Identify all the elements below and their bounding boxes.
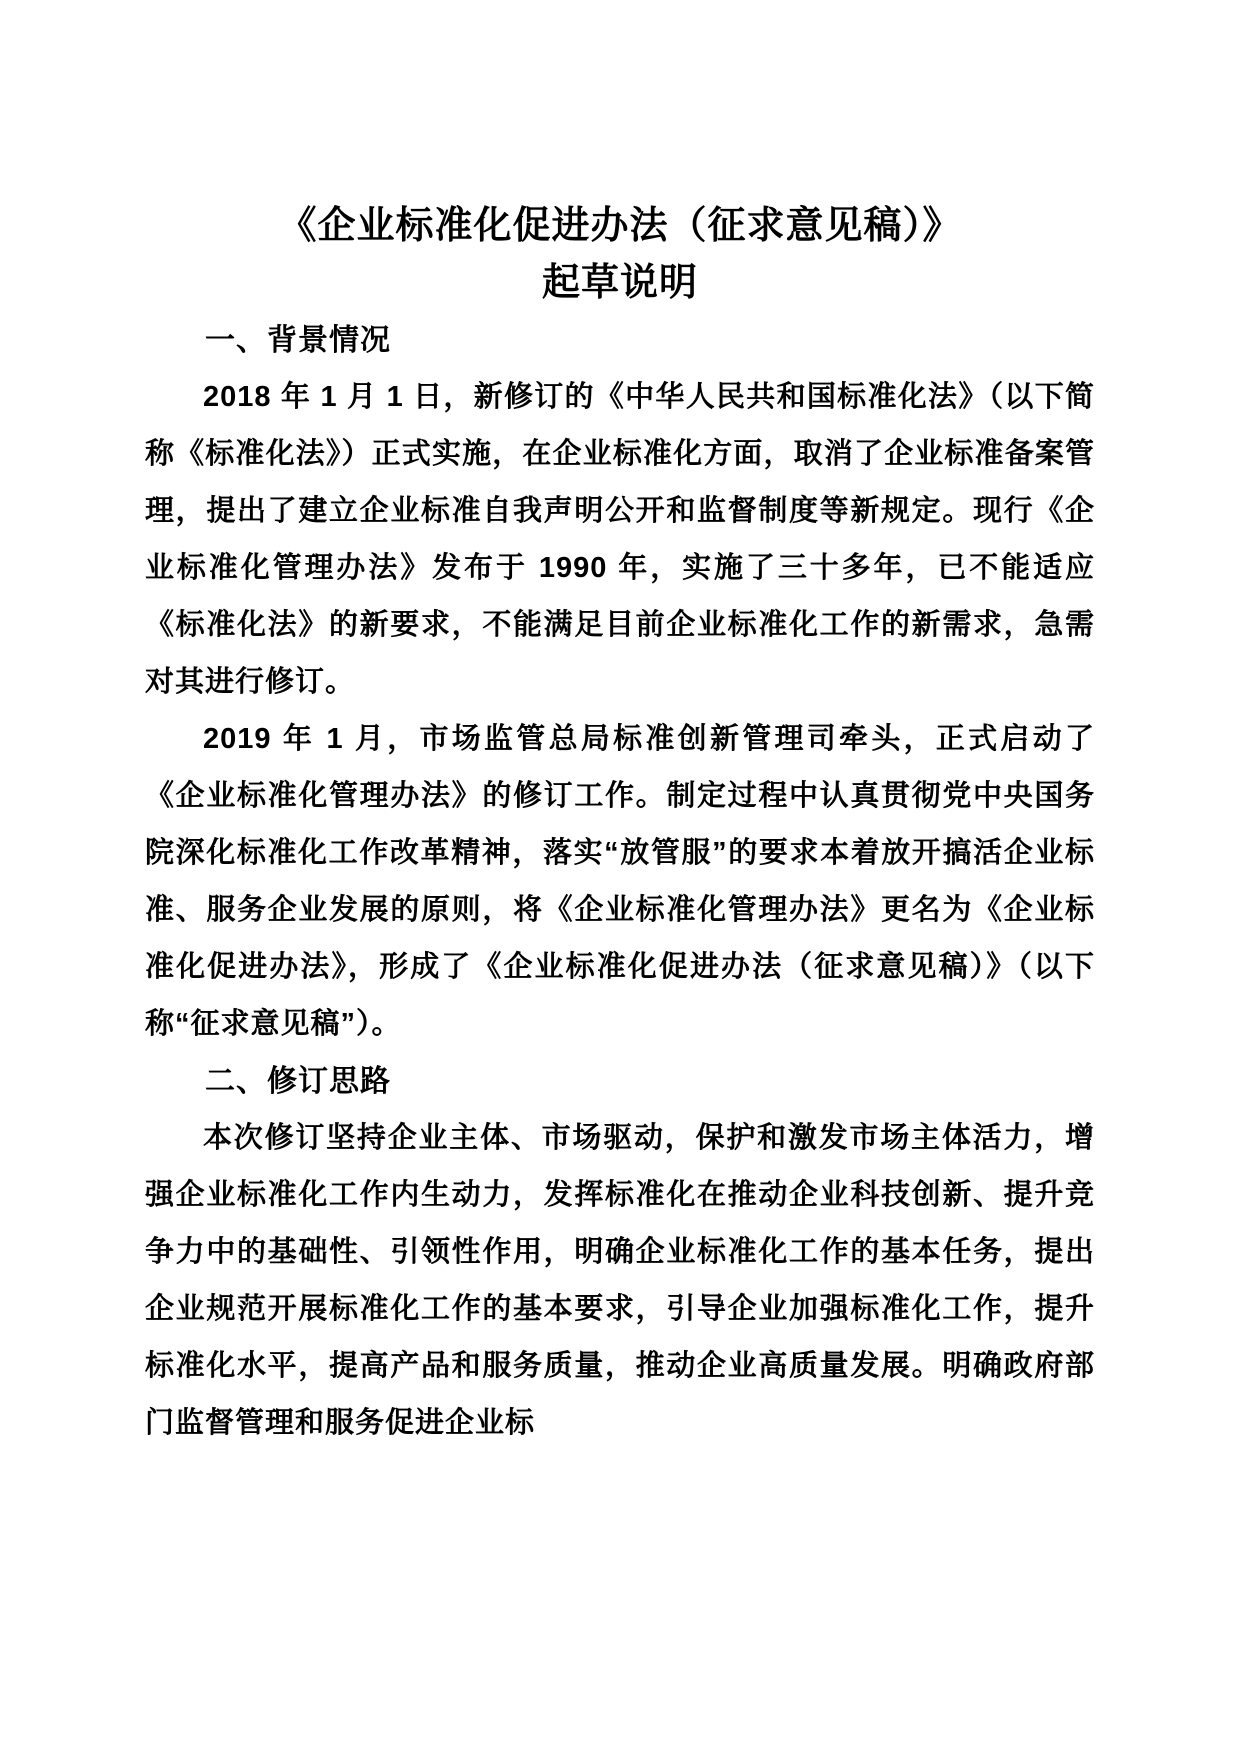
section-heading-revision-approach: 二、修订思路	[205, 1065, 391, 1098]
paragraph-revision-approach-1: 本次修订坚持企业主体、市场驱动，保护和激发市场主体活力，增强企业标准化工作内生动力，发挥标准化在推动企业科技创新、提升竞争力中的基础性、引领性作用，明确企业标准化工作的基本任务，提出企业规范开展标准化工作的基本要求，引导企业加强标准化工作，提升标准化水平，提高产品和服务质量，推动企业高质量发展。明确政府部门监督管理和服务促进企业标	[145, 1122, 1095, 1439]
paragraph-background-2: 2019 年 1 月，市场监管总局标准创新管理司牵头，正式启动了《企业标准化管理办法》的修订工作。制定过程中认真贯彻党中央国务院深化标准化工作改革精神，落实“放管服”的要求本着放开搞活企业标准、服务企业发展的原则，将《企业标准化管理办法》更名为《企业标准化促进办法》，形成了《企业标准化促进办法（征求意见稿）》（以下称“征求意见稿”）。	[145, 723, 1095, 1040]
section-heading-background: 一、背景情况	[205, 324, 391, 357]
paragraph-background-1: 2018 年 1 月 1 日，新修订的《中华人民共和国标准化法》（以下简称《标准化法》）正式实施，在企业标准化方面，取消了企业标准备案管理，提出了建立企业标准自我声明公开和监督制度等新规定。现行《企业标准化管理办法》发布于 1990 年，实施了三十多年，已不能适应《标准化法》的新要求，不能满足目前企业标准化工作的新需求，急需对其进行修订。	[145, 381, 1095, 698]
document-title	[145, 198, 1095, 312]
title-line-1: 《企业标准化促进办法（征求意见稿）》	[278, 205, 962, 247]
document-body	[145, 312, 1095, 1452]
title-line-2: 起草说明	[541, 262, 698, 304]
